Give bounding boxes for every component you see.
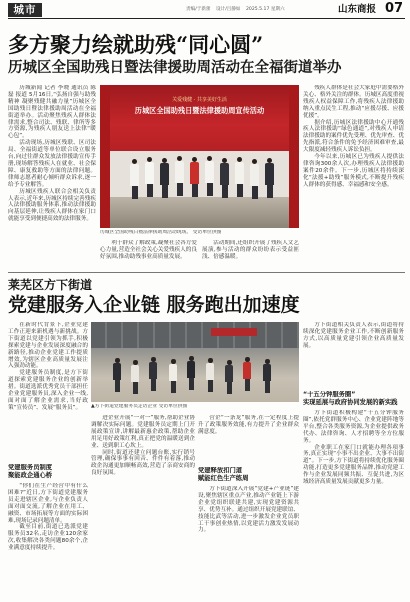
article2-title: 党建服务入企业链 服务跑出加速度 xyxy=(8,294,300,316)
person-figure xyxy=(130,159,139,199)
red-sign xyxy=(211,328,257,336)
page-number: 07 xyxy=(385,1,404,16)
paragraph: 同时,街道还建立问题台账,实行销号管理,确保事事有回音、件件有着落,推动政企沟通更加顺畅高效,营造了亲商安商的良好氛围。 xyxy=(91,449,195,477)
article1-title: 多方聚力绘就助残“同心圆” xyxy=(8,32,264,57)
article2-right-column-bottom xyxy=(303,410,404,598)
stage-floor xyxy=(100,197,299,228)
person-figure xyxy=(169,359,177,393)
paragraph: 据介绍,历城区法律援助中心开通残疾人法律援助“绿色通道”,对残疾人申请法律援助的案件优先受理、优先审查、优先指派,符合条件的免予经济困难审查,最大限度减轻残疾人诉讼负担。 xyxy=(303,119,404,154)
subheading-line: 党建释放扣门道 xyxy=(198,467,243,474)
person-figure xyxy=(263,359,271,393)
article2-kicker: 莱芜区方下街道 xyxy=(8,278,93,292)
paragraph: 残疾人群体是社会大家庭中需要格外关心、格外关注的群体。历城区高度重视残疾人权益保障工作,将残疾人法律援助纳入重点民生工程,推动“应援尽援、应援优援”。 xyxy=(303,85,404,119)
article2-photo xyxy=(91,322,299,402)
paragraph: 活动期间,还组织开展了残疾人文艺展演,参与活动的群众纷纷表示受益匪浅、倍感温暖。 xyxy=(202,240,299,260)
article1-mid-column-b xyxy=(202,240,299,268)
banner-post-right xyxy=(289,85,299,228)
subheading-line: 聚能政企通心桥 xyxy=(8,471,53,479)
subheading-line: 党建服务员制度 xyxy=(8,464,53,471)
header-rule xyxy=(8,18,405,19)
article1-photo-caption: 历城区全国助残日暨法律援助周活动现场。 受访单位供图 xyxy=(100,230,222,235)
article2-mid-column-b-bottom xyxy=(198,486,299,598)
paragraph: 企业职工在家门口就能办理各项事务,真正实现“小事不出企业、大事不出街道”。下一步,方下街道将持续优化服务圈功能,打造更多党建服务品牌,推动党建工作与企业发展同频共振、互促共进,为区域经济高质量发展贡献更多力量。 xyxy=(303,444,404,486)
paragraph: 历城新闻 记者 李晓 通讯员 陈磊 报道 5月16日,“弘扬自强与助残精神 凝聚残健共融力量”历城区全国助残日暨法律援助周活动在全福街道举办。活动聚焦残疾人群体法律需求,整合司法、残联、律所等多方资源,为残疾人朋友送上法律“暖心包”。 xyxy=(8,85,96,140)
person-figure xyxy=(250,159,259,199)
person-figure xyxy=(243,357,251,391)
stage-banner-text: 历城区全国助残日暨法律援助周宣传活动 xyxy=(134,106,265,115)
stage-banner-slogan: 关爱残健 · 共享美好生活 xyxy=(172,97,227,103)
subheading-line: 实现延展与政府协同发展的新实践 xyxy=(303,398,398,406)
paragraph: 今年以来,历城区已为残疾人提供法律咨询300余人次,办理残疾人法律援助案件20余件。下一步,历城区将持续深化“法援+助残”服务模式,不断提升残疾人群体的获得感、幸福感和安全感。 xyxy=(303,154,404,188)
paragraph: 方下街道深入开展“党建+产业链”建设,聚焦辖区重点产业,推动产业链上下游企业党组织联建共建,实现党建资源共享、优势互补。通过组织开展党建联谊、技能比武等活动,进一步激发企业党员职工干事创业热情,以党建活力激发发展动力。 xyxy=(198,486,299,534)
person-figure xyxy=(149,357,157,391)
design-credit: 设计/吕静如 xyxy=(216,7,241,12)
paragraph: 党建服务员制度,是方下街道探索党建服务企业的创新举措。街道选派优秀党员干部担任企业党建服务员,深入企业一线,面对面了解企业需求,当好政策“宣传员”、发展“服务员”。 xyxy=(8,370,88,411)
person-figure xyxy=(113,358,121,392)
article2-mid-column-a xyxy=(91,415,195,598)
newspaper-name: 山东商报 xyxy=(338,4,377,15)
paragraph: 在新时代背景下,企业党建工作正迎来新机遇与新挑战。方下街道以党建引领为抓手,积极探索党建与企业发展深度融合的新路径,推动企业党建工作提质增效,为辖区企业高质量发展注入强劲动能。 xyxy=(8,322,88,370)
article1-subtitle: 历城区全国助残日暨法律援助周活动在全福街道举办 xyxy=(8,60,342,76)
article1-right-column xyxy=(303,85,404,268)
article1-photo xyxy=(100,85,299,228)
person-figure xyxy=(220,158,229,198)
person-figure xyxy=(160,158,169,198)
article2-left-column-bottom xyxy=(8,483,88,598)
article1-left-column xyxy=(8,85,96,268)
article2-left-column xyxy=(8,322,88,462)
article2-mid-column-b xyxy=(198,415,299,464)
subheading-line: “十五分钟服务圈” xyxy=(303,391,356,398)
person-figure xyxy=(145,157,154,197)
person-figure xyxy=(131,360,139,394)
article2-right-column xyxy=(303,322,404,388)
article-separator xyxy=(8,272,405,273)
section-label: 城市 xyxy=(8,3,42,17)
paragraph: 方下街道积极构建“十五分钟服务圈”,依托党群服务中心、企业党建阵地等平台,整合各类服务资源,为企业提供政务代办、法律咨询、人才招聘等全方位服务。 xyxy=(303,410,404,444)
paragraph: 利于群众了解政策,凝聚社会各方爱心力量,营造全社会关心关爱残疾人的良好氛围,推动助残事业高质量发展。 xyxy=(100,240,197,260)
banner-post-left xyxy=(100,85,110,228)
article2-photo-caption: ▲方下街道党建服务员走访企业 受访单位供图 xyxy=(91,404,188,409)
person-figure xyxy=(206,358,214,392)
issue-date: 2025.5.17 星期六 xyxy=(246,7,285,12)
header-meta xyxy=(186,7,289,13)
person-figure xyxy=(190,157,199,197)
person-figure xyxy=(265,158,274,198)
paragraph: 历城区残疾人联合会相关负责人表示,近年来,历城区持续完善残疾人法律援助服务体系,推动法律援助向基层延伸,让残疾人群体在家门口就能享受到便捷高效的法律服务。 xyxy=(8,188,96,223)
article2-right-subheading xyxy=(303,391,404,407)
article2-left-subheading xyxy=(8,464,88,480)
person-figure xyxy=(225,360,233,394)
person-figure xyxy=(187,356,195,390)
paragraph: 截至目前,街道已选派党建服务员32名,走访企业120余家次,收集解决各类问题80余个,企业满意度持续提升。 xyxy=(8,524,88,552)
paragraph: “你们在生产经营中有什么困难?”近日,方下街道党建服务员走进辖区企业,与企业负责人面对面交流,了解企业在用工、融资、市场拓展等方面的实际困难,现场记录问题清单。 xyxy=(8,483,88,524)
paragraph: 活动现场,历城区残联、区司法局、全福街道等单位联合设立服务台,向过往群众发放法律援助宣传手册,现场解答残疾人在就业、社会保障、康复救助等方面的法律问题。律师志愿者耐心倾听群众诉求,逐一给予专业解答。 xyxy=(8,140,96,188)
person-figure xyxy=(175,156,184,196)
subheading-line: 赋能红色生产练周 xyxy=(198,474,249,482)
paragraph: 进企业开展“一对一”服务,帮助企业协调解决实际问题。党建服务员定期上门开展政策宣讲,讲解最新惠企政策,帮助企业用足用好政策红利,真正把党的温暖送到企业、送到职工心坎上。 xyxy=(91,415,195,449)
paragraph: 营企“一条龙”服务,在一定程度上提升了政策服务效能,有力提升了企业群众满意度。 xyxy=(198,415,299,435)
building-facade xyxy=(91,322,299,348)
person-figure xyxy=(205,156,214,196)
person-figure xyxy=(235,157,244,197)
article1-mid-column-a xyxy=(100,240,197,268)
stage-banner xyxy=(100,85,299,151)
article2-mid-subheading xyxy=(198,467,299,483)
paragraph: 方下街道相关负责人表示,街道将持续深化党建服务企业工作,不断创新服务方式,以高质量党建引领企业高质量发展。 xyxy=(303,322,404,349)
editor-credit: 责编/于新蕾 xyxy=(186,7,211,12)
